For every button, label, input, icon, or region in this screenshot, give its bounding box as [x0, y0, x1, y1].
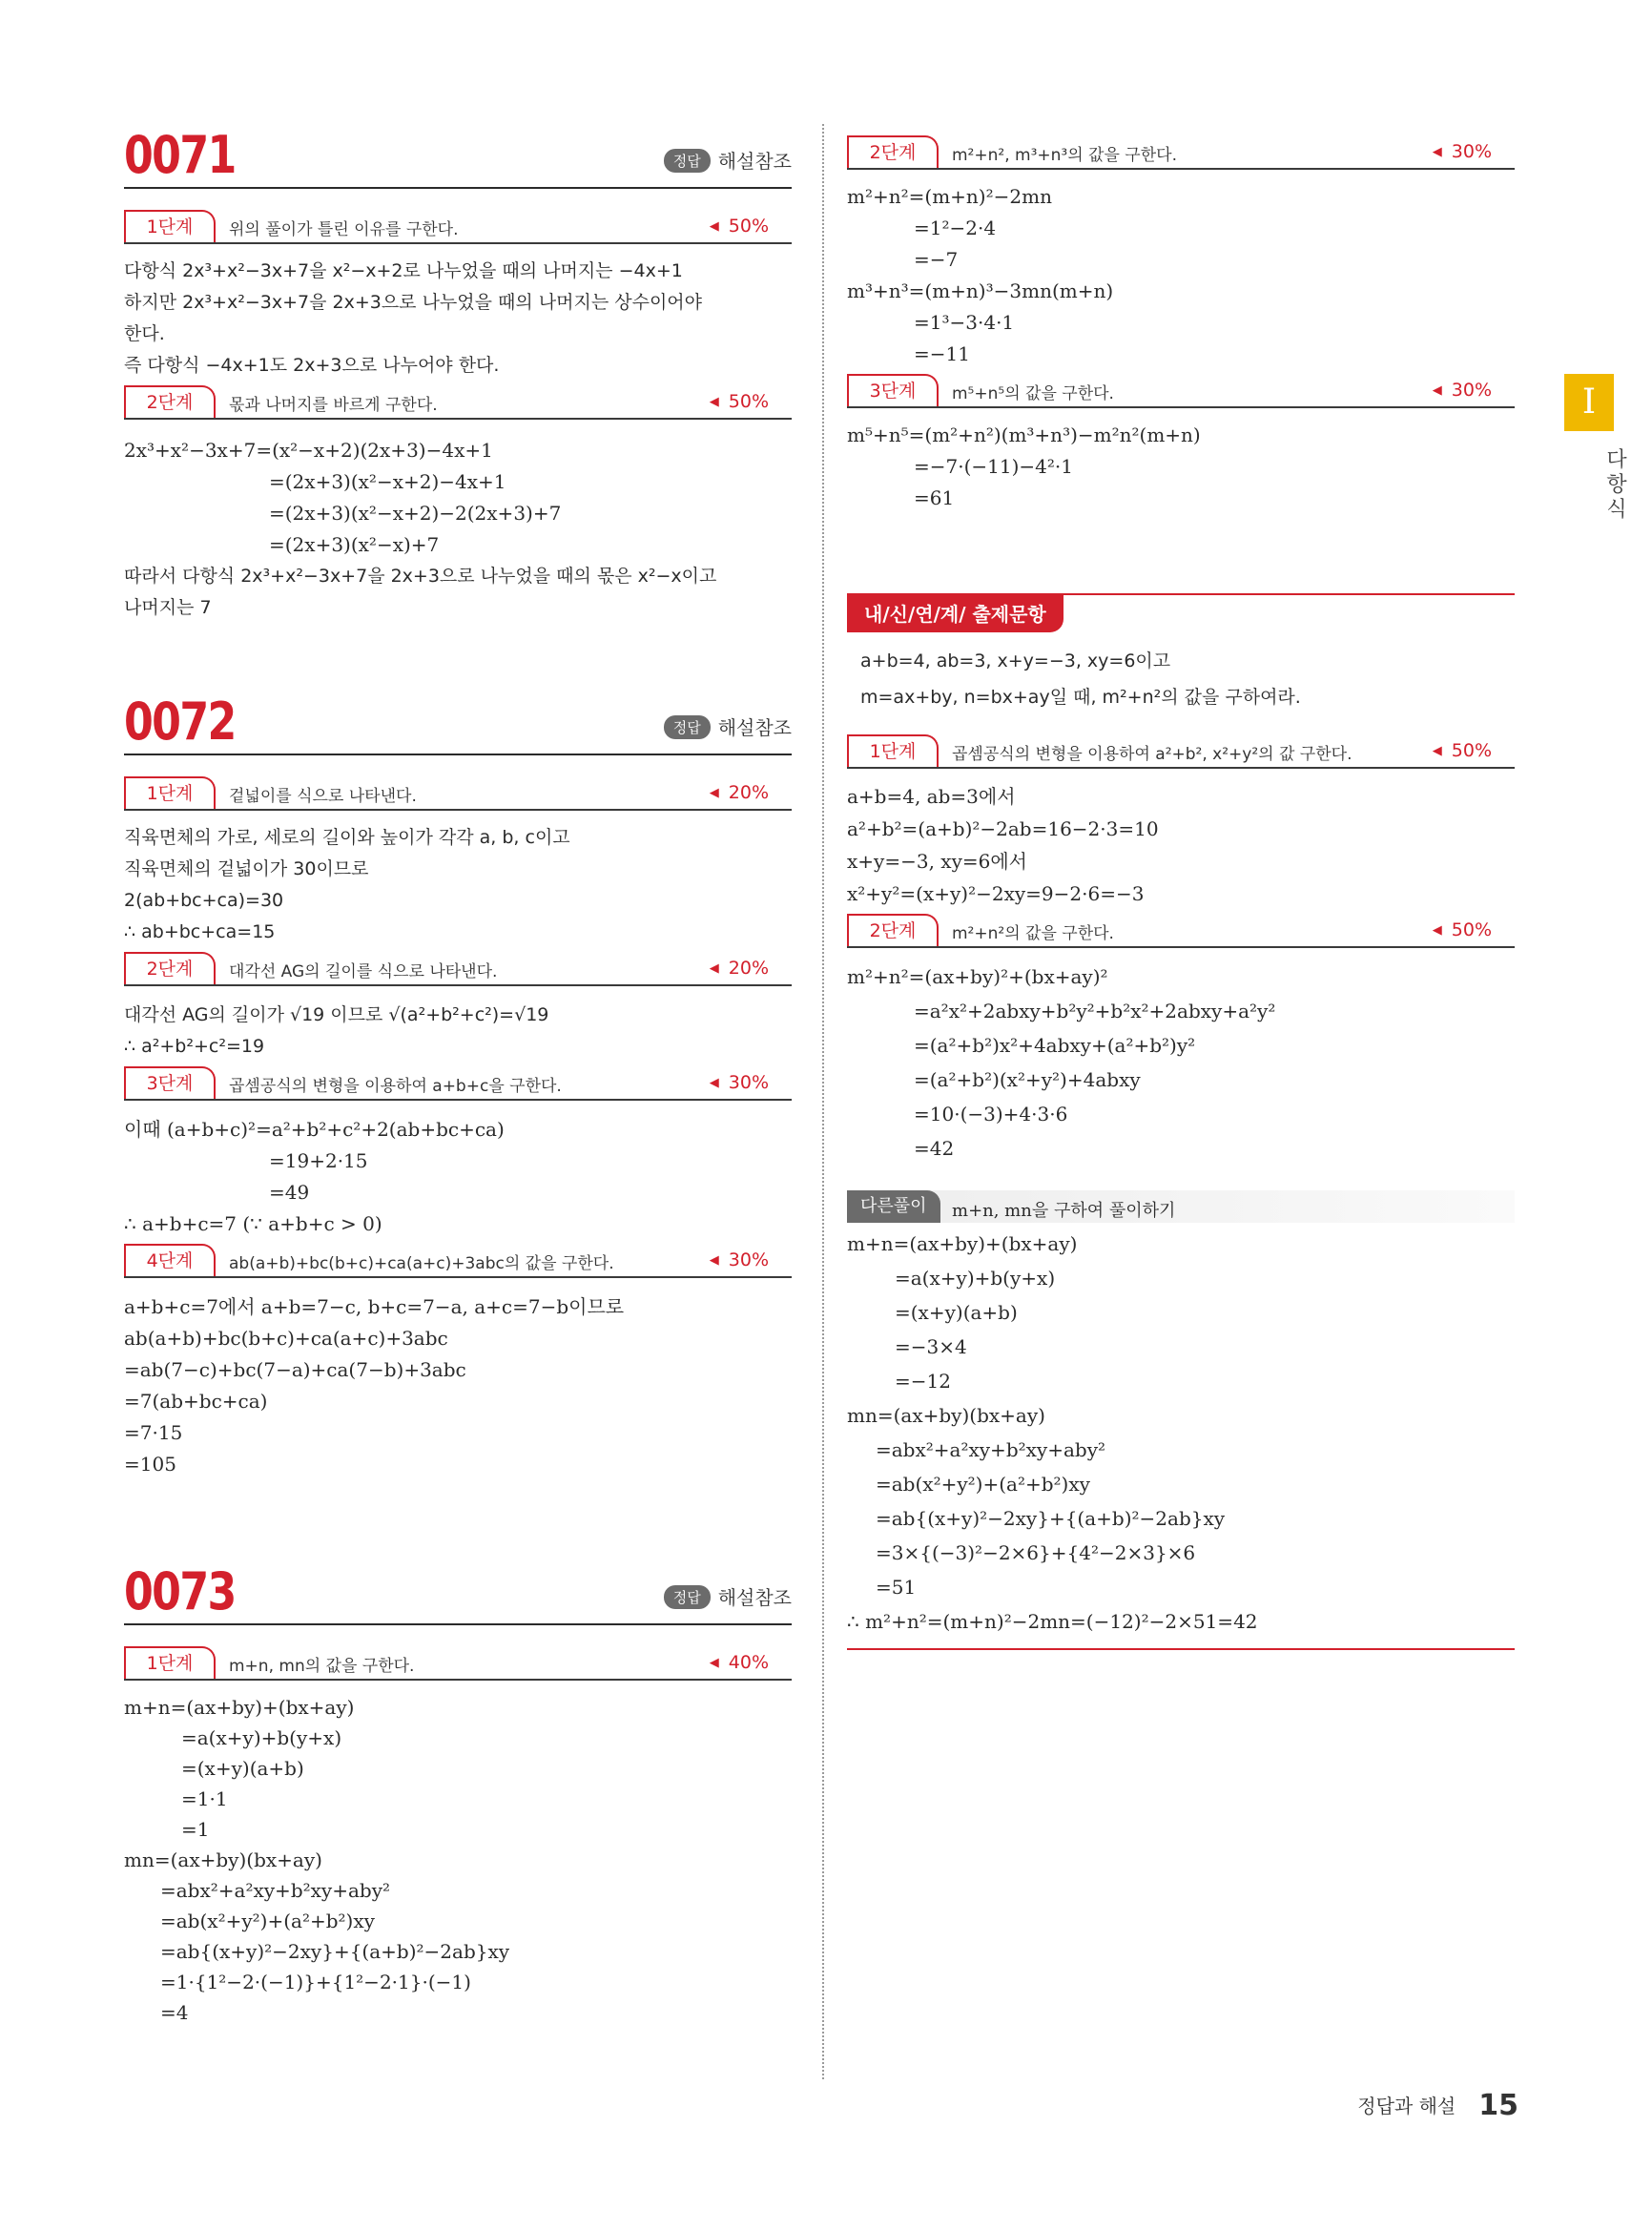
answer-pill: 정답	[664, 1585, 711, 1609]
step-1	[847, 734, 1515, 769]
math-line: ∴ a+b+c=7 (∵ a+b+c > 0)	[124, 1212, 382, 1235]
text-line: 직육면체의 겉넓이가 30이므로	[124, 858, 369, 879]
math-line: =4	[160, 2001, 189, 2024]
chapter-title-vertical: 다항식	[1606, 448, 1627, 522]
step-4-body	[124, 1291, 792, 1480]
step-2	[847, 135, 1515, 170]
step-percent: ◀ 50%	[710, 391, 769, 412]
math-line: =(x+y)(a+b)	[895, 1301, 1018, 1324]
text-line: 직육면체의 가로, 세로의 길이와 높이가 각각 a, b, c이고	[124, 827, 570, 848]
math-line: =ab{(x+y)²−2xy}+{(a+b)²−2ab}xy	[876, 1507, 1226, 1530]
step-percent: ◀ 20%	[710, 958, 769, 979]
page-number: 15	[1478, 2089, 1518, 2122]
math-line: 2x³+x²−3x+7=(x²−x+2)(2x+3)−4x+1	[124, 439, 493, 462]
math-line: mn=(ax+by)(bx+ay)	[124, 1848, 322, 1871]
step-label: 1단계	[124, 1646, 216, 1679]
math-line: ab(a+b)+bc(b+c)+ca(a+c)+3abc	[124, 1327, 448, 1350]
math-line: ∴ m²+n²=(m+n)²−2mn=(−12)²−2×51=42	[847, 1610, 1258, 1633]
math-line: =1³−3·4·1	[914, 311, 1015, 334]
math-line: =ab(7−c)+bc(7−a)+ca(7−b)+3abc	[124, 1358, 466, 1381]
column-divider	[822, 124, 824, 2079]
problem-0073	[124, 1555, 792, 2028]
math-line: =3×{(−3)²−2×6}+{4²−2×3}×6	[876, 1541, 1196, 1564]
step-2-body	[847, 960, 1515, 1166]
step-2	[124, 385, 792, 420]
problem-number: 0072	[124, 692, 236, 752]
step-desc: m²+n²의 값을 구한다.	[952, 924, 1114, 943]
question-line: a+b=4, ab=3, x+y=−3, xy=6이고	[860, 650, 1171, 671]
math-line: a²+b²=(a+b)²−2ab=16−2·3=10	[847, 817, 1159, 840]
math-line: =105	[124, 1453, 176, 1476]
math-line: =42	[914, 1137, 955, 1160]
math-line: =−12	[895, 1370, 951, 1393]
math-line: mn=(ax+by)(bx+ay)	[847, 1404, 1045, 1427]
step-3-body	[847, 420, 1515, 514]
math-line: =19+2·15	[269, 1149, 368, 1172]
math-line: m+n=(ax+by)+(bx+ay)	[124, 1696, 355, 1719]
step-desc: m²+n², m³+n³의 값을 구한다.	[952, 146, 1177, 165]
math-line: =ab(x²+y²)+(a²+b²)xy	[160, 1910, 375, 1932]
section-header	[847, 593, 1515, 637]
footer-label: 정답과 해설	[1357, 2095, 1456, 2117]
math-line: =1²−2·4	[914, 217, 997, 239]
math-line: =−7	[914, 248, 959, 271]
section-bottom-rule	[847, 1648, 1515, 1650]
step-3	[847, 374, 1515, 408]
bonus-section	[847, 593, 1515, 1650]
step-label: 4단계	[124, 1244, 216, 1276]
step-percent: ◀ 30%	[1433, 141, 1492, 162]
math-line: =1	[181, 1818, 210, 1841]
alternative-solution-body	[847, 1227, 1515, 1639]
step-desc: 대각선 AG의 길이를 식으로 나타낸다.	[229, 962, 498, 981]
step-label: 2단계	[124, 952, 216, 984]
footer	[1357, 2089, 1518, 2122]
math-line: m³+n³=(m+n)³−3mn(m+n)	[847, 279, 1114, 302]
step-desc: 곱셈공식의 변형을 이용하여 a²+b², x²+y²의 값 구한다.	[952, 745, 1353, 764]
step-label: 2단계	[124, 385, 216, 418]
answer-pill: 정답	[664, 149, 711, 173]
alternative-solution-header	[847, 1190, 1515, 1223]
chapter-tab: I	[1564, 374, 1614, 431]
math-line: m²+n²=(m+n)²−2mn	[847, 185, 1052, 208]
problem-number: 0073	[124, 1561, 236, 1621]
problem-0071	[124, 118, 792, 624]
answer-label: 정답 해설참조	[664, 146, 792, 174]
step-label: 3단계	[847, 374, 939, 406]
math-line: =ab(x²+y²)+(a²+b²)xy	[876, 1473, 1090, 1496]
step-2	[124, 952, 792, 986]
math-line: =1·{1²−2·(−1)}+{1²−2·1}·(−1)	[160, 1971, 471, 1993]
math-line: =7·15	[124, 1421, 183, 1444]
step-percent: ◀ 50%	[1433, 740, 1492, 761]
math-line: =a²x²+2abxy+b²y²+b²x²+2abxy+a²y²	[914, 1000, 1276, 1022]
step-4	[124, 1244, 792, 1278]
text-line: 따라서 다항식 2x³+x²−3x+7을 2x+3으로 나누었을 때의 몫은 x²−x이고	[124, 566, 717, 587]
math-line: =(a²+b²)x²+4abxy+(a²+b²)y²	[914, 1034, 1196, 1057]
problem-header	[124, 118, 792, 189]
step-percent: ◀ 50%	[710, 216, 769, 237]
step-3	[124, 1066, 792, 1101]
step-desc: 위의 풀이가 틀린 이유를 구한다.	[229, 220, 459, 239]
text-line: 하지만 2x³+x²−3x+7을 2x+3으로 나누었을 때의 나머지는 상수이어야	[124, 292, 703, 313]
math-line: =−7·(−11)−4²·1	[914, 455, 1073, 478]
math-line: =ab{(x+y)²−2xy}+{(a+b)²−2ab}xy	[160, 1940, 510, 1963]
question	[847, 643, 1515, 715]
math-line: ∴ ab+bc+ca=15	[124, 921, 276, 942]
step-desc: m+n, mn의 값을 구한다.	[229, 1657, 415, 1676]
step-1-body	[124, 256, 792, 382]
math-line: m²+n²=(ax+by)²+(bx+ay)²	[847, 965, 1108, 988]
math-line: =(x+y)(a+b)	[181, 1757, 304, 1780]
math-line: 2(ab+bc+ca)=30	[124, 890, 284, 911]
problem-header	[124, 685, 792, 755]
step-label: 2단계	[847, 914, 939, 946]
math-line: =a(x+y)+b(y+x)	[181, 1726, 342, 1749]
step-1-body	[847, 780, 1515, 910]
math-line: =−11	[914, 342, 970, 365]
math-line: m⁵+n⁵=(m²+n²)(m³+n³)−m²n²(m+n)	[847, 423, 1201, 446]
section-tag: 내/신/연/계/ 출제문항	[847, 593, 1063, 632]
math-line: =(2x+3)(x²−x+2)−4x+1	[269, 470, 506, 493]
math-line: =7(ab+bc+ca)	[124, 1390, 268, 1413]
step-2-body	[124, 1000, 792, 1063]
math-line: =abx²+a²xy+b²xy+aby²	[876, 1438, 1106, 1461]
step-desc: 곱셈공식의 변형을 이용하여 a+b+c을 구한다.	[229, 1077, 562, 1096]
alt-desc: m+n, mn을 구하여 풀이하기	[952, 1201, 1176, 1221]
math-line: =(2x+3)(x²−x+2)−2(2x+3)+7	[269, 502, 562, 525]
math-line: =1·1	[181, 1787, 228, 1810]
step-label: 1단계	[847, 734, 939, 767]
step-label: 3단계	[124, 1066, 216, 1099]
problem-header	[124, 1555, 792, 1625]
math-line: =abx²+a²xy+b²xy+aby²	[160, 1879, 391, 1902]
step-3-body	[124, 1114, 792, 1240]
question-line: m=ax+by, n=bx+ay일 때, m²+n²의 값을 구하여라.	[860, 687, 1301, 708]
answer-pill: 정답	[664, 715, 711, 739]
math-line: =61	[914, 486, 955, 509]
step-label: 1단계	[124, 776, 216, 809]
step-2	[847, 914, 1515, 948]
step-1-body	[124, 822, 792, 948]
math-line: x²+y²=(x+y)²−2xy=9−2·6=−3	[847, 882, 1145, 905]
step-desc: 몫과 나머지를 바르게 구한다.	[229, 396, 438, 415]
text-line: 다항식 2x³+x²−3x+7을 x²−x+2로 나누었을 때의 나머지는 −4x+1	[124, 260, 683, 281]
step-percent: ◀ 30%	[1433, 380, 1492, 401]
problem-number: 0071	[124, 125, 236, 185]
problem-0073-continued	[847, 114, 1515, 514]
math-line: a+b+c=7에서 a+b=7−c, b+c=7−a, a+c=7−b이므로	[124, 1295, 625, 1318]
math-line: =10·(−3)+4·3·6	[914, 1103, 1068, 1125]
step-2-body	[124, 435, 792, 624]
math-line: m+n=(ax+by)+(bx+ay)	[847, 1232, 1078, 1255]
math-line: ∴ a²+b²+c²=19	[124, 1036, 265, 1057]
text-line: 즉 다항식 −4x+1도 2x+3으로 나누어야 한다.	[124, 355, 500, 376]
math-line: =−3×4	[895, 1335, 967, 1358]
math-line: =49	[269, 1181, 310, 1204]
step-2-body	[847, 181, 1515, 370]
step-label: 1단계	[124, 210, 216, 242]
alt-tag: 다른풀이	[847, 1190, 940, 1223]
step-1-body	[124, 1692, 792, 2028]
math-line: =a(x+y)+b(y+x)	[895, 1267, 1056, 1290]
text-line: 한다.	[124, 323, 165, 344]
answer-label: 정답 해설참조	[664, 1582, 792, 1610]
step-percent: ◀ 30%	[710, 1249, 769, 1270]
step-percent: ◀ 20%	[710, 782, 769, 803]
text-line: 나머지는 7	[124, 597, 212, 618]
step-1	[124, 1646, 792, 1681]
step-percent: ◀ 40%	[710, 1652, 769, 1673]
text-line: 대각선 AG의 길이가 √19 이므로 √(a²+b²+c²)=√19	[124, 1004, 549, 1025]
step-percent: ◀ 50%	[1433, 919, 1492, 940]
step-label: 2단계	[847, 135, 939, 168]
math-line: x+y=−3, xy=6에서	[847, 850, 1027, 873]
step-percent: ◀ 30%	[710, 1072, 769, 1093]
math-line: a+b=4, ab=3에서	[847, 785, 1016, 808]
step-desc: m⁵+n⁵의 값을 구한다.	[952, 384, 1114, 403]
math-line: =(2x+3)(x²−x)+7	[269, 533, 440, 556]
problem-0072	[124, 685, 792, 1480]
math-line: =51	[876, 1576, 917, 1599]
math-line: =(a²+b²)(x²+y²)+4abxy	[914, 1068, 1141, 1091]
math-line: 이때 (a+b+c)²=a²+b²+c²+2(ab+bc+ca)	[124, 1118, 505, 1141]
answer-label: 정답 해설참조	[664, 712, 792, 740]
step-desc: ab(a+b)+bc(b+c)+ca(a+c)+3abc의 값을 구한다.	[229, 1254, 614, 1273]
step-1	[124, 210, 792, 244]
step-desc: 겉넓이를 식으로 나타낸다.	[229, 787, 417, 806]
step-1	[124, 776, 792, 811]
